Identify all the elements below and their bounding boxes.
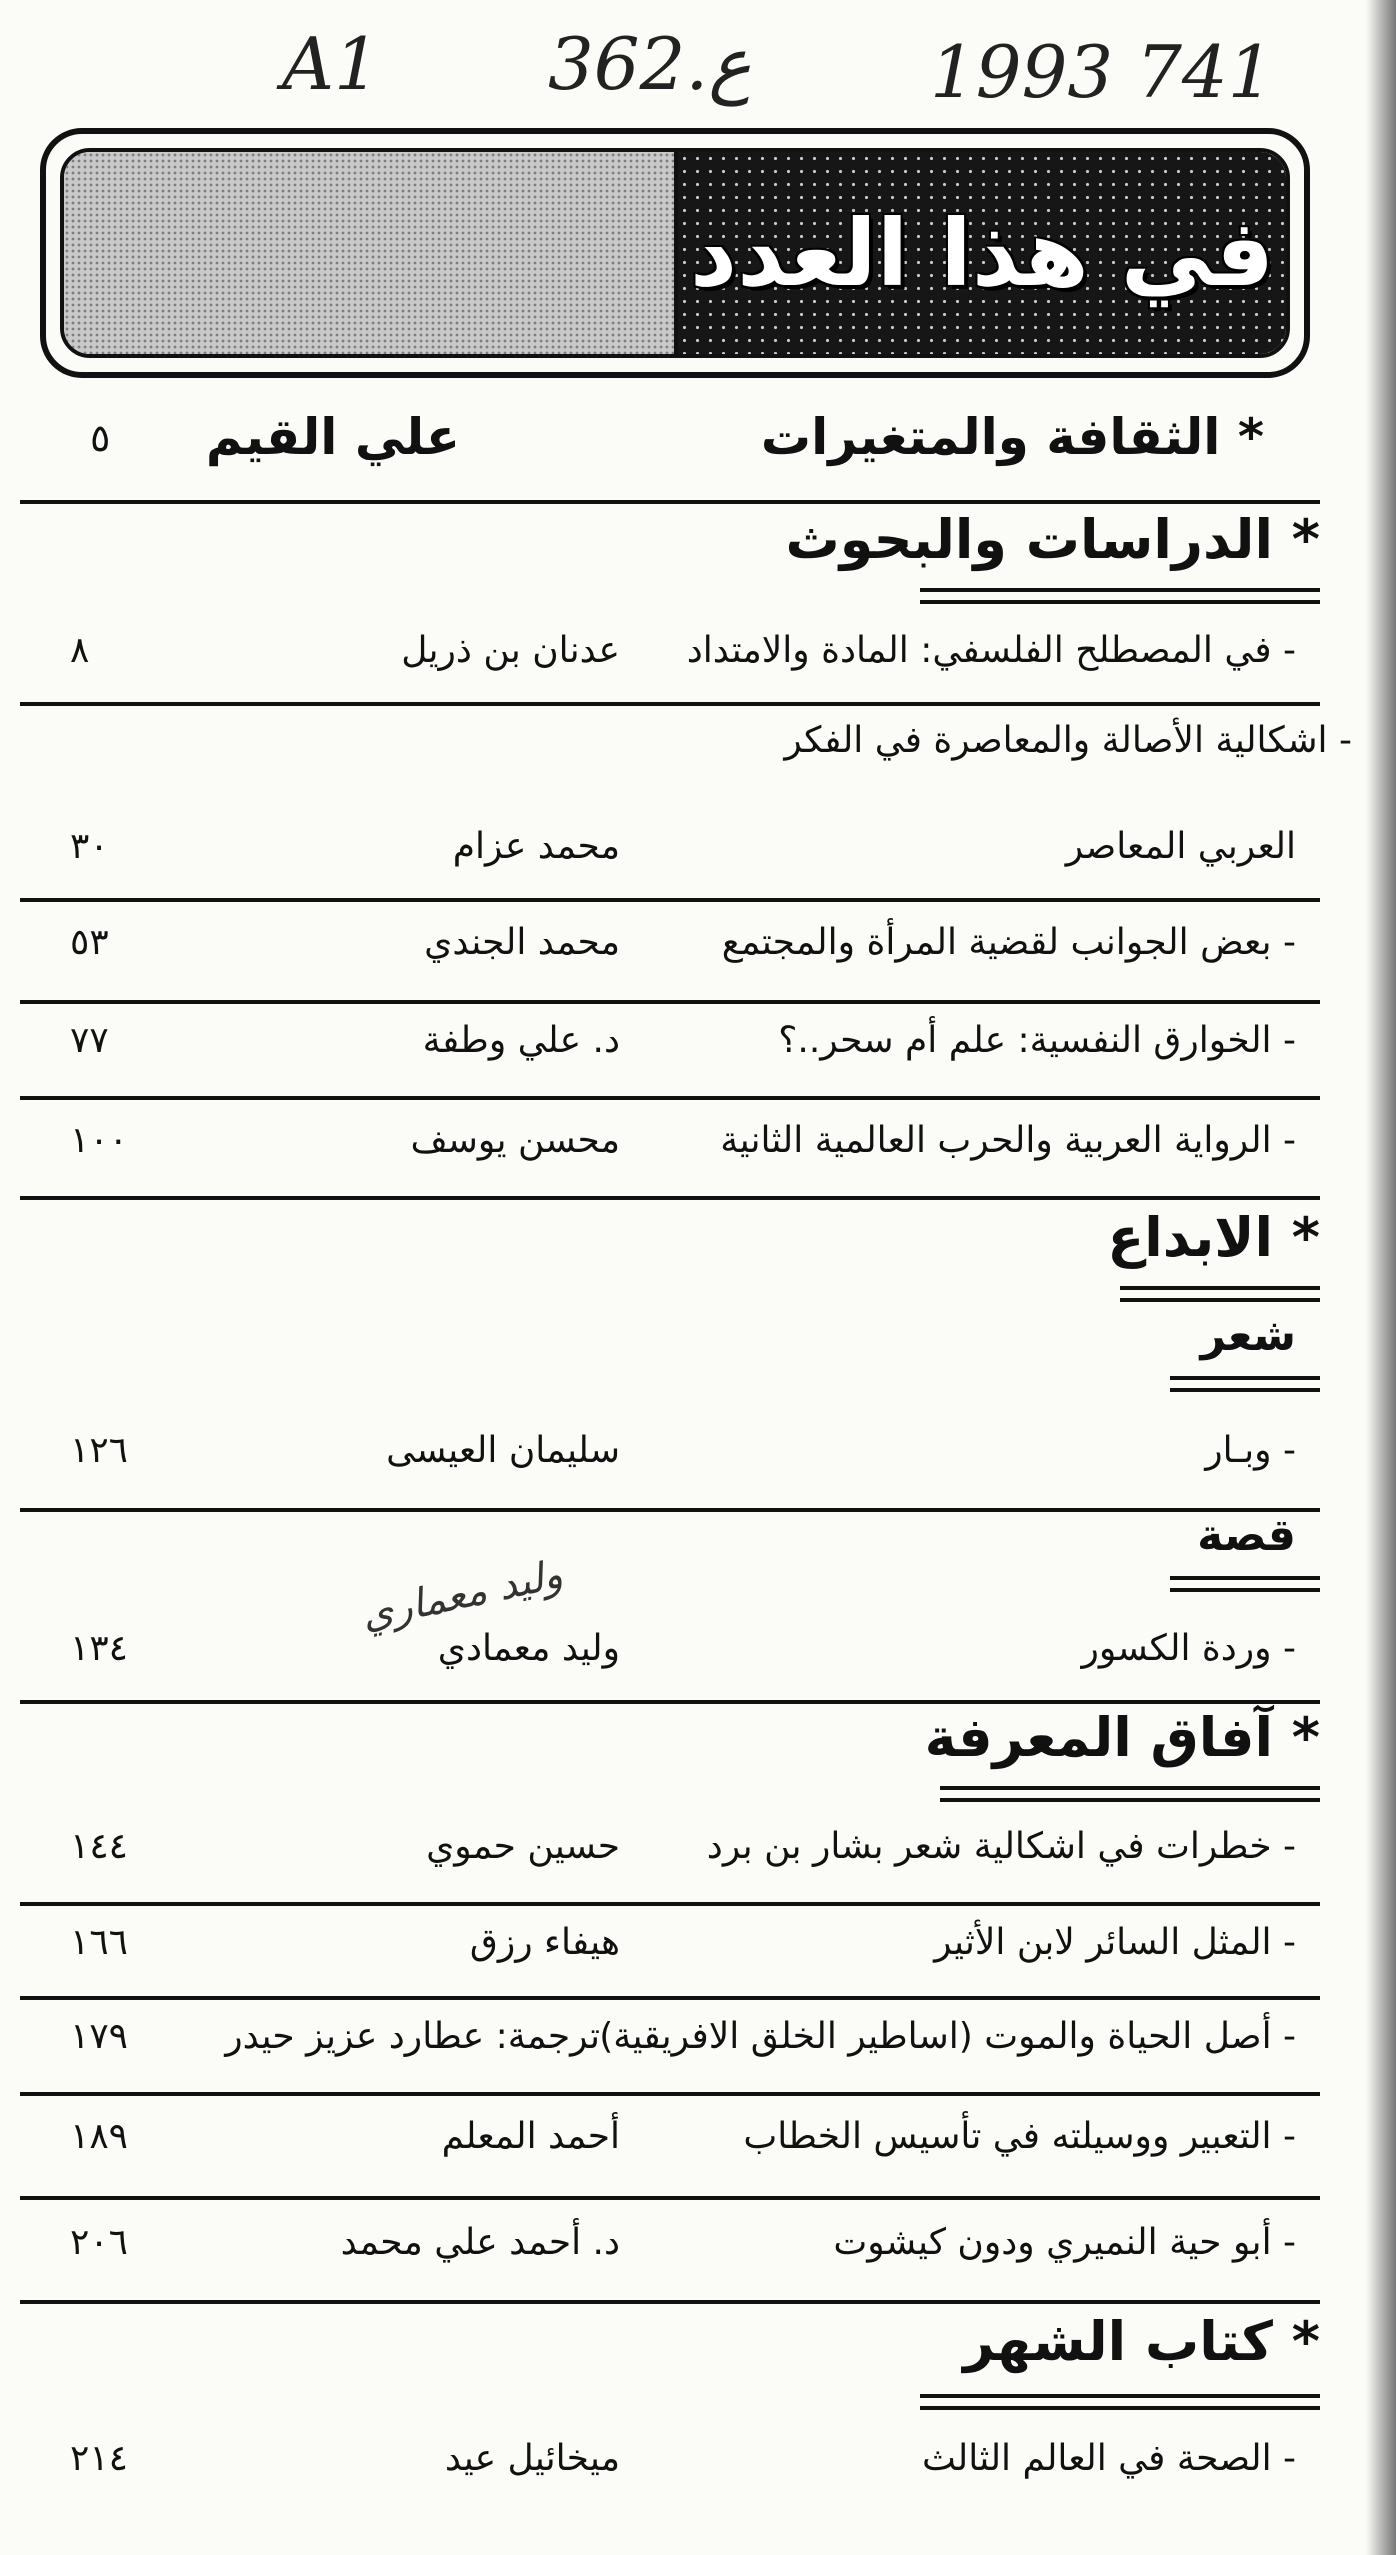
divider: [20, 1196, 1320, 1200]
toc-entry-page: ١٤٤: [70, 1826, 129, 1867]
banner-grey-panel: [64, 152, 674, 354]
toc-entry-title: - الصحة في العالم الثالث: [921, 2438, 1296, 2479]
toc-entry-title: - أصل الحياة والموت (اساطير الخلق الافريقية): [599, 2016, 1296, 2057]
toc-entry-title: - الخوارق النفسية: علم أم سحر..؟: [778, 1020, 1296, 1061]
toc-entry-page: ٢١٤: [70, 2438, 129, 2479]
subsection-underline: [1170, 1388, 1320, 1392]
toc-entry: [20, 810, 1320, 902]
subsection-story-title: قصة: [1197, 1510, 1296, 1561]
toc-entry-title-continuation: العربي المعاصر: [1065, 826, 1296, 867]
toc-entry-page: ٢٠٦: [70, 2222, 129, 2263]
toc-entry-author: د. علي وطفة: [422, 1020, 620, 1061]
toc-entry-page: ٨: [70, 630, 90, 671]
toc-entry-page: ٧٧: [70, 1020, 109, 1061]
toc-entry-title: - وبـار: [1205, 1430, 1296, 1471]
divider: [20, 2092, 1320, 2096]
toc-entry-title: - التعبير ووسيلته في تأسيس الخطاب: [743, 2116, 1296, 2157]
section-knowledge-title: * آفاق المعرفة: [924, 1706, 1320, 1769]
subsection-underline: [1170, 1376, 1320, 1380]
section-studies-title: * الدراسات والبحوث: [785, 508, 1320, 571]
toc-entry: [20, 2206, 1320, 2298]
divider: [20, 2196, 1320, 2200]
toc-entry: [20, 2422, 1320, 2514]
subsection-underline: [1170, 1576, 1320, 1580]
toc-entry-author: محسن يوسف: [410, 1120, 620, 1161]
divider: [20, 702, 1320, 706]
toc-entry: [20, 1906, 1320, 1998]
contents-banner: [40, 128, 1310, 378]
toc-entry: [20, 1810, 1320, 1902]
subsection-poetry-title: شعر: [1200, 1310, 1296, 1361]
toc-entry-title: - الرواية العربية والحرب العالمية الثانية: [720, 1120, 1296, 1161]
banner-title: في هذا العدد: [689, 199, 1275, 307]
toc-entry-author: د. أحمد علي محمد: [340, 2222, 620, 2263]
section-creativity-title: * الابداع: [1107, 1206, 1320, 1269]
section-book-title: * كتاب الشهر: [963, 2310, 1320, 2373]
toc-entry-author: محمد الجندي: [424, 922, 620, 963]
toc-entry-title: - بعض الجوانب لقضية المرأة والمجتمع: [721, 922, 1296, 963]
toc-entry: [20, 2000, 1320, 2092]
toc-entry: [20, 1612, 1320, 1704]
toc-entry-author: أحمد المعلم: [441, 2116, 620, 2157]
divider: [20, 898, 1320, 902]
toc-entry-page: ١٧٩: [70, 2016, 129, 2057]
toc-entry: [20, 1004, 1320, 1096]
page-edge-shadow: [1366, 0, 1396, 2555]
toc-entry-author: حسين حموي: [426, 1826, 620, 1867]
toc-entry-page: ١٦٦: [70, 1922, 129, 1963]
toc-entry-author: ميخائيل عيد: [444, 2438, 620, 2479]
section-culture-author: علي القيم: [205, 408, 460, 466]
handwritten-author-note: وليد معماري: [357, 1551, 567, 1639]
toc-entry-author: وليد معمادي: [437, 1628, 620, 1669]
section-underline: [920, 600, 1320, 604]
toc-entry-title: - خطرات في اشكالية شعر بشار بن برد: [706, 1826, 1296, 1867]
divider: [20, 1508, 1320, 1512]
section-underline: [920, 2394, 1320, 2398]
toc-entry-title: - أبو حية النميري ودون كيشوت: [833, 2222, 1296, 2263]
section-underline: [940, 1786, 1320, 1790]
toc-entry-title: - وردة الكسور: [1081, 1628, 1296, 1669]
toc-entry-page: ١٠٠: [70, 1120, 129, 1161]
toc-entry-page: ١٢٦: [70, 1430, 129, 1471]
divider: [20, 500, 1320, 504]
subsection-underline: [1170, 1588, 1320, 1592]
toc-entry-author: ترجمة: عطارد عزيز حيدر: [225, 2016, 600, 2057]
toc-entry-title: - في المصطلح الفلسفي: المادة والامتداد: [686, 630, 1296, 671]
section-culture-title: * الثقافة والمتغيرات: [760, 408, 1264, 466]
section-underline: [920, 2406, 1320, 2410]
toc-entry-page: ٥٣: [70, 922, 109, 963]
section-culture-row: [20, 400, 1320, 492]
toc-entry: [20, 1414, 1320, 1506]
section-underline: [1120, 1286, 1320, 1290]
toc-entry-author: عدنان بن ذريل: [401, 630, 620, 671]
toc-entry-page: ١٣٤: [70, 1628, 129, 1669]
toc-entry-page: ٣٠: [70, 826, 109, 867]
toc-entry-author: محمد عزام: [452, 826, 620, 867]
banner-title-panel: [674, 152, 1286, 354]
divider: [20, 1700, 1320, 1704]
toc-entry-page: ١٨٩: [70, 2116, 129, 2157]
section-culture-page: ٥: [90, 416, 111, 460]
handwritten-code-year: 1993 741: [930, 30, 1274, 114]
toc-entry: [20, 1104, 1320, 1196]
section-underline: [920, 588, 1320, 592]
toc-entry: [20, 906, 1320, 998]
handwritten-code-362: 362.ع: [548, 22, 752, 106]
toc-entry: [20, 614, 1320, 706]
toc-entry-title: - اشكالية الأصالة والمعاصرة في الفكر: [784, 720, 1352, 761]
section-underline: [940, 1798, 1320, 1802]
handwritten-code-a1: A1: [282, 22, 380, 106]
divider: [20, 1096, 1320, 1100]
divider: [20, 2300, 1320, 2304]
toc-entry: [20, 2100, 1320, 2192]
toc-entry-author: سليمان العيسى: [386, 1430, 620, 1471]
section-underline: [1120, 1298, 1320, 1302]
toc-entry-title: - المثل السائر لابن الأثير: [934, 1922, 1296, 1963]
toc-entry-author: هيفاء رزق: [469, 1922, 620, 1963]
